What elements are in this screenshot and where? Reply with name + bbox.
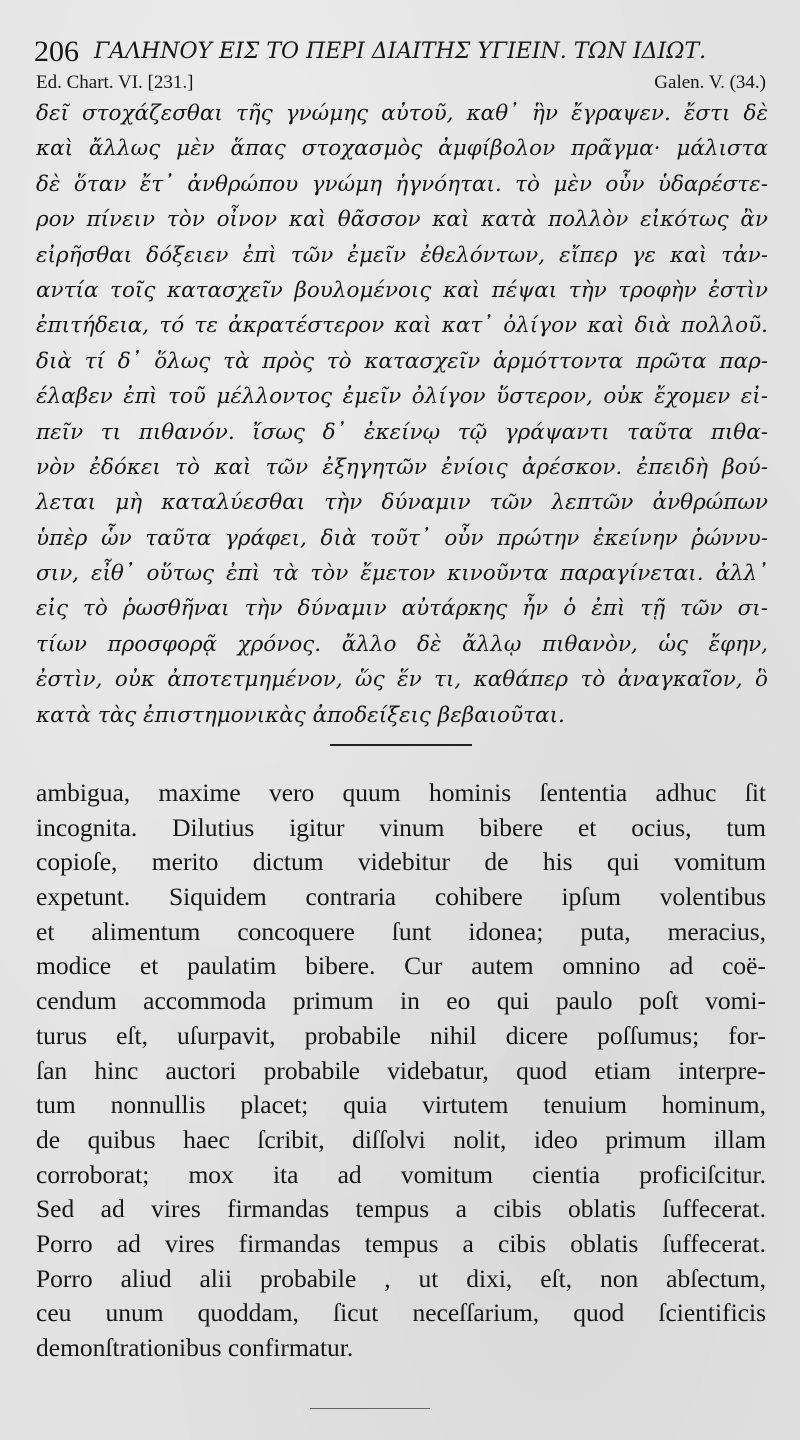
greek-text-line: ἐστὶν, οὐκ ἀποτετμημένον, ὥς ἕν τι, καθάπερ τὸ ἀναγκαῖον, ὃ (36, 667, 768, 693)
latin-text-line: ſan hinc auctori probabile videbatur, quod etiam interpre- (36, 1055, 766, 1085)
greek-text-line: νὸν ἐδόκει τὸ καὶ τῶν ἐξηγητῶν ἐνίοις ἀρέσκον. ἐπειδὴ βού- (36, 454, 768, 480)
greek-text-line: τίων προσφορᾷ χρόνος. ἄλλο δὲ ἄλλῳ πιθανὸν, ὡς ἔφην, (36, 631, 768, 657)
greek-text-line: ὑπὲρ ὧν ταῦτα γράφει, διὰ τοῦτ᾽ οὖν πρώτην ἐκείνην ῥώννυ- (36, 525, 768, 551)
latin-text-line: ceu unum quoddam, ſicut neceſſarium, quod ſcientificis (36, 1298, 766, 1328)
greek-text-line: λεται μὴ καταλύεσθαι τὴν δύναμιν τῶν λεπτῶν ἀνθρώπων (36, 490, 768, 516)
latin-text-line: cendum accommoda primum in eo qui paulo poſt vomi- (36, 986, 766, 1016)
latin-text-line: turus eſt, uſurpavit, probabile nihil dicere poſſumus; for- (36, 1020, 766, 1050)
page-number: 206 (34, 35, 79, 68)
greek-text-line: δὲ ὅταν ἔτ᾽ ἀνθρώπου γνώμη ἠγνόηται. τὸ μὲν οὖν ὑδαρέστε- (36, 171, 768, 197)
latin-text-line: corroborat; mox ita ad vomitum cientia proficiſcitur. (36, 1159, 766, 1189)
greek-text-line: εἰς τὸ ῥωσθῆναι τὴν δύναμιν αὐτάρκης ἦν ὁ ἐπὶ τῇ τῶν σι- (36, 596, 768, 622)
latin-text-line: tum nonnullis placet; quia virtutem tenuium hominum, (36, 1090, 766, 1120)
latin-text-line: de quibus haec ſcribit, diſſolvi nolit, ideo primum illam (36, 1124, 766, 1154)
edition-reference-galen: Galen. V. (34.) (654, 72, 766, 93)
greek-text-line: εἰρῆσθαι δόξειεν ἐπὶ τῶν ἐμεῖν ἐθελόντων, εἴπερ γε καὶ τἀν- (36, 242, 768, 268)
greek-text-line: πεῖν τι πιθανόν. ἴσως δ᾽ ἐκείνῳ τῷ γράψαντι ταῦτα πιθα- (36, 419, 768, 445)
edition-reference-chartier: Ed. Chart. VI. [231.] (36, 72, 194, 93)
section-divider-rule (330, 744, 472, 746)
latin-text-line: expetunt. Siquidem contraria cohibere ipſum volentibus (36, 882, 766, 912)
latin-text-line: demonſtrationibus confirmatur. (36, 1333, 354, 1362)
latin-text-line: Porro aliud alii probabile , ut dixi, eſt, non abſectum, (36, 1263, 766, 1293)
greek-text-line: κατὰ τὰς ἐπιστημονικὰς ἀποδείξεις βεβαιοῦται. (36, 702, 565, 728)
greek-text-block (36, 96, 768, 733)
edition-reference-line (36, 70, 766, 96)
greek-text-line: ἐπιτήδεια, τό τε ἀκρατέστερον καὶ κατ᾽ ὀλίγον καὶ διὰ πολλοῦ. (36, 313, 768, 339)
running-head (34, 32, 774, 72)
greek-text-line: έλαβεν ἐπὶ τοῦ μέλλοντος ἐμεῖν ὀλίγον ὕστερον, οὐκ ἔχομεν εἰ- (36, 384, 768, 410)
latin-text-line: copioſe, merito dictum videbitur de his qui vomitum (36, 847, 766, 877)
latin-text-line: modice et paulatim bibere. Cur autem omnino ad coë- (36, 951, 766, 981)
latin-text-block (36, 776, 766, 1366)
greek-text-line: δεῖ στοχάζεσθαι τῆς γνώμης αὐτοῦ, καθ᾽ ἣν ἔγραψεν. ἔστι δὲ (36, 101, 768, 126)
greek-text-line: διὰ τί δ᾽ ὅλως τὰ πρὸς τὸ κατασχεῖν ἁρμόττοντα πρῶτα παρ- (36, 348, 768, 374)
greek-text-line: σιν, εἶθ᾽ οὕτως ἐπὶ τὰ τὸν ἔμετον κινοῦντα παραγίνεται. ἀλλ᾽ (36, 561, 768, 587)
greek-text-line: καὶ ἄλλως μὲν ἅπας στοχασμὸς ἀμφίβολον πρᾶγμα· μάλιστα (36, 136, 768, 162)
latin-text-line: incognita. Dilutius igitur vinum bibere et ocius, tum (36, 812, 766, 842)
greek-text-line: αντία τοῖς κατασχεῖν βουλομένοις καὶ πέψαι τὴν τροφὴν ἐστὶν (36, 277, 768, 303)
latin-text-line: et alimentum concoquere ſunt idonea; puta, meracius, (36, 916, 766, 946)
latin-text-line: ambigua, maxime vero quum hominis ſententia adhuc ſit (36, 778, 766, 807)
greek-text-line: ρον πίνειν τὸν οἶνον καὶ θᾶσσον καὶ κατὰ πολλὸν εἰκότως ἂν (36, 207, 768, 233)
latin-text-line: Sed ad vires firmandas tempus a cibis oblatis ſuffecerat. (36, 1194, 766, 1224)
running-title: ΓΑΛΗΝΟΥ ΕΙΣ ΤΟ ΠΕΡΙ ΔΙΑΙΤΗΣ ΥΓΙΕΙΝ. ΤΩΝ ΙΔΙΩΤ. (94, 39, 707, 64)
bottom-rule (310, 1408, 430, 1409)
latin-text-line: Porro ad vires firmandas tempus a cibis oblatis ſuffecerat. (36, 1228, 766, 1258)
